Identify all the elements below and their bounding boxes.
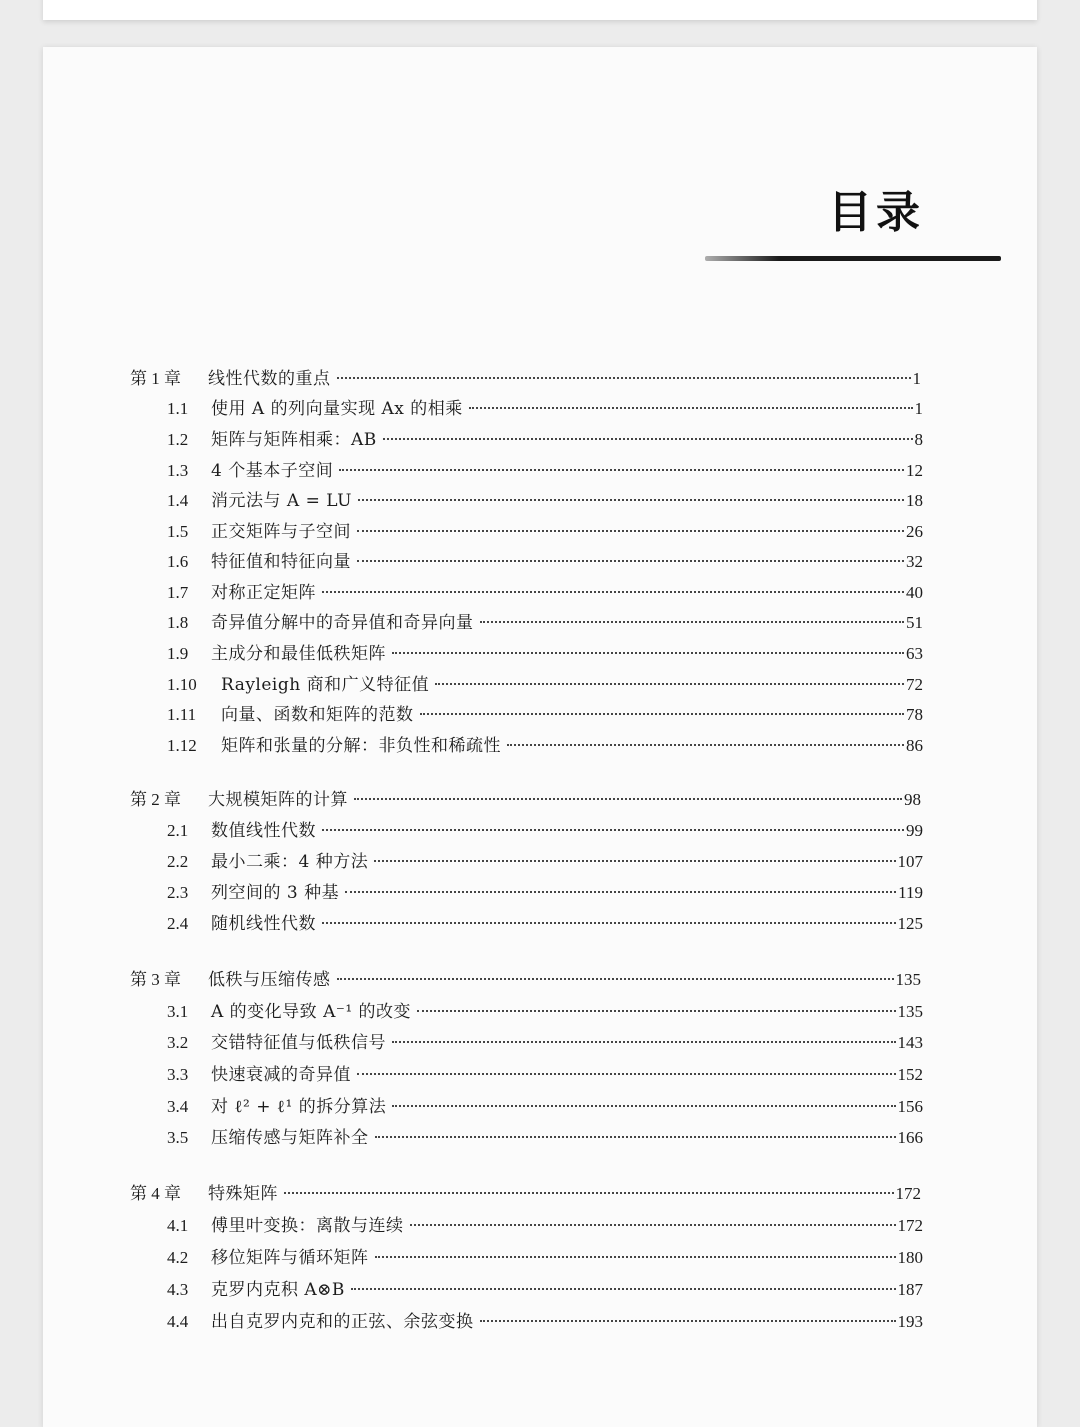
page-number: 98 (904, 790, 921, 809)
dot-leader (284, 1191, 894, 1194)
toc-section-1-1[interactable] (167, 395, 923, 423)
page-number: 51 (906, 613, 923, 632)
section-title: 消元法与 A = LU (211, 491, 352, 511)
section-number: 3.1 (167, 1002, 189, 1021)
toc-section-1-10[interactable] (167, 671, 923, 699)
dot-leader (337, 376, 911, 379)
section-title: 对称正定矩阵 (211, 583, 316, 603)
section-number: 1.11 (167, 705, 197, 724)
page-number: 1 (914, 399, 923, 418)
section-number: 1.5 (167, 522, 189, 541)
section-title: 最小二乘：4 种方法 (211, 852, 369, 872)
page-title: 目录 (828, 187, 924, 238)
section-title: 主成分和最佳低秩矩阵 (211, 644, 386, 664)
dot-leader (339, 468, 904, 471)
page-number: 12 (906, 461, 923, 480)
dot-leader (375, 1255, 896, 1258)
section-number: 1.10 (167, 675, 197, 694)
toc-section-3-4[interactable] (167, 1093, 923, 1121)
page-number: 143 (897, 1033, 923, 1052)
toc-section-4-1[interactable] (167, 1212, 923, 1240)
section-number: 4.3 (167, 1280, 189, 1299)
dot-leader (358, 498, 904, 501)
section-number: 1.1 (167, 399, 189, 418)
page-number: 8 (914, 430, 923, 449)
toc-section-1-12[interactable] (167, 732, 923, 760)
section-number: 1.2 (167, 430, 189, 449)
section-number: 3.5 (167, 1128, 189, 1147)
section-number: 1.9 (167, 644, 189, 663)
dot-leader (392, 1040, 896, 1043)
section-number: 1.3 (167, 461, 189, 480)
dot-leader (480, 1319, 896, 1322)
section-title: 傅里叶变换：离散与连续 (211, 1216, 404, 1236)
page-number: 135 (897, 1002, 923, 1021)
page-number: 72 (906, 675, 923, 694)
dot-leader (322, 921, 896, 924)
toc-section-1-4[interactable] (167, 487, 923, 515)
section-number: 1.4 (167, 491, 189, 510)
page-number: 166 (897, 1128, 923, 1147)
chapter-number: 第 4 章 (130, 1184, 181, 1203)
chapter-title: 低秩与压缩传感 (208, 970, 331, 990)
section-title: 随机线性代数 (211, 914, 316, 934)
dot-leader (354, 797, 902, 800)
dot-leader (322, 590, 904, 593)
chapter-title: 特殊矩阵 (208, 1184, 278, 1204)
dot-leader (469, 406, 913, 409)
chapter-number: 第 1 章 (130, 369, 181, 388)
section-number: 2.2 (167, 852, 189, 871)
page-number: 193 (897, 1312, 923, 1331)
dot-leader (507, 743, 904, 746)
section-title: Rayleigh 商和广义特征值 (221, 675, 430, 695)
page-number: 26 (906, 522, 923, 541)
page-number: 180 (897, 1248, 923, 1267)
section-title: 使用 A 的列向量实现 Ax 的相乘 (211, 399, 463, 419)
toc-section-1-8[interactable] (167, 609, 923, 637)
page-number: 18 (906, 491, 923, 510)
previous-page-edge (43, 0, 1037, 20)
page-number: 135 (895, 970, 921, 989)
section-title: 克罗内克积 A⊗B (211, 1280, 345, 1300)
dot-leader (392, 651, 904, 654)
dot-leader (383, 437, 913, 440)
document-page (43, 47, 1037, 1427)
section-title: 列空间的 3 种基 (211, 883, 340, 903)
toc-section-1-5[interactable] (167, 518, 923, 546)
page-number: 63 (906, 644, 923, 663)
section-title: 出自克罗内克和的正弦、余弦变换 (211, 1312, 474, 1332)
dot-leader (417, 1009, 895, 1012)
toc-section-4-2[interactable] (167, 1244, 923, 1272)
section-title: 交错特征值与低秩信号 (211, 1033, 386, 1053)
page-number: 156 (897, 1097, 923, 1116)
section-title: 移位矩阵与循环矩阵 (211, 1248, 369, 1268)
toc-chapter-3[interactable] (130, 966, 921, 994)
page-number: 32 (906, 552, 923, 571)
section-title: 压缩传感与矩阵补全 (211, 1128, 369, 1148)
dot-leader (322, 828, 904, 831)
section-number: 1.6 (167, 552, 189, 571)
toc-section-3-1[interactable] (167, 998, 923, 1026)
section-number: 1.12 (167, 736, 197, 755)
section-title: 快速衰减的奇异值 (211, 1065, 351, 1085)
dot-leader (435, 682, 904, 685)
toc-section-3-2[interactable] (167, 1029, 923, 1057)
page-number: 40 (906, 583, 923, 602)
page-number: 152 (897, 1065, 923, 1084)
page-number: 86 (906, 736, 923, 755)
toc-chapter-4[interactable] (130, 1180, 921, 1208)
section-number: 1.8 (167, 613, 189, 632)
toc-section-2-4[interactable] (167, 910, 923, 938)
section-title: 对 ℓ² + ℓ¹ 的拆分算法 (211, 1097, 387, 1117)
toc-section-2-2[interactable] (167, 848, 923, 876)
page-number: 1 (912, 369, 921, 388)
dot-leader (345, 890, 896, 893)
toc-section-1-9[interactable] (167, 640, 923, 668)
toc-section-3-5[interactable] (167, 1124, 923, 1152)
page-number: 125 (897, 914, 923, 933)
section-number: 4.4 (167, 1312, 189, 1331)
page-number: 99 (906, 821, 923, 840)
section-number: 4.1 (167, 1216, 189, 1235)
section-title: 正交矩阵与子空间 (211, 522, 351, 542)
toc-section-1-6[interactable] (167, 548, 923, 576)
dot-leader (337, 977, 894, 980)
chapter-number: 第 2 章 (130, 790, 181, 809)
toc-section-4-3[interactable] (167, 1276, 923, 1304)
chapter-title: 线性代数的重点 (208, 369, 331, 389)
toc-section-1-7[interactable] (167, 579, 923, 607)
section-title: 特征值和特征向量 (211, 552, 351, 572)
page-number: 119 (898, 883, 923, 902)
table-of-contents (43, 47, 1037, 1427)
chapter-title: 大规模矩阵的计算 (208, 790, 348, 810)
dot-leader (392, 1104, 895, 1107)
section-number: 2.4 (167, 914, 189, 933)
page-number: 107 (897, 852, 923, 871)
section-number: 3.3 (167, 1065, 189, 1084)
toc-section-1-3[interactable] (167, 457, 923, 485)
section-number: 2.1 (167, 821, 189, 840)
page-number: 172 (897, 1216, 923, 1235)
dot-leader (374, 859, 895, 862)
dot-leader (410, 1223, 896, 1226)
dot-leader (480, 620, 905, 623)
toc-section-2-1[interactable] (167, 817, 923, 845)
dot-leader (420, 712, 905, 715)
section-title: 矩阵与矩阵相乘：AB (211, 430, 377, 450)
page-number: 172 (895, 1184, 921, 1203)
section-number: 3.2 (167, 1033, 189, 1052)
toc-section-1-2[interactable] (167, 426, 923, 454)
section-title: 数值线性代数 (211, 821, 316, 841)
section-title: 4 个基本子空间 (211, 461, 334, 481)
dot-leader (375, 1135, 896, 1138)
section-number: 2.3 (167, 883, 189, 902)
section-title: 矩阵和张量的分解：非负性和稀疏性 (221, 736, 501, 756)
section-number: 4.2 (167, 1248, 189, 1267)
toc-section-4-4[interactable] (167, 1308, 923, 1336)
toc-section-1-11[interactable] (167, 701, 923, 729)
page-number: 187 (897, 1280, 923, 1299)
section-number: 3.4 (167, 1097, 189, 1116)
toc-chapter-2[interactable] (130, 786, 921, 814)
dot-leader (357, 529, 904, 532)
toc-chapter-1[interactable] (130, 365, 921, 393)
section-title: A 的变化导致 A⁻¹ 的改变 (211, 1002, 412, 1022)
dot-leader (357, 559, 904, 562)
chapter-number: 第 3 章 (130, 970, 181, 989)
toc-section-3-3[interactable] (167, 1061, 923, 1089)
dot-leader (351, 1287, 896, 1290)
dot-leader (357, 1072, 896, 1075)
section-title: 奇异值分解中的奇异值和奇异向量 (211, 613, 474, 633)
section-number: 1.7 (167, 583, 189, 602)
page-number: 78 (906, 705, 923, 724)
toc-section-2-3[interactable] (167, 879, 923, 907)
section-title: 向量、函数和矩阵的范数 (221, 705, 414, 725)
